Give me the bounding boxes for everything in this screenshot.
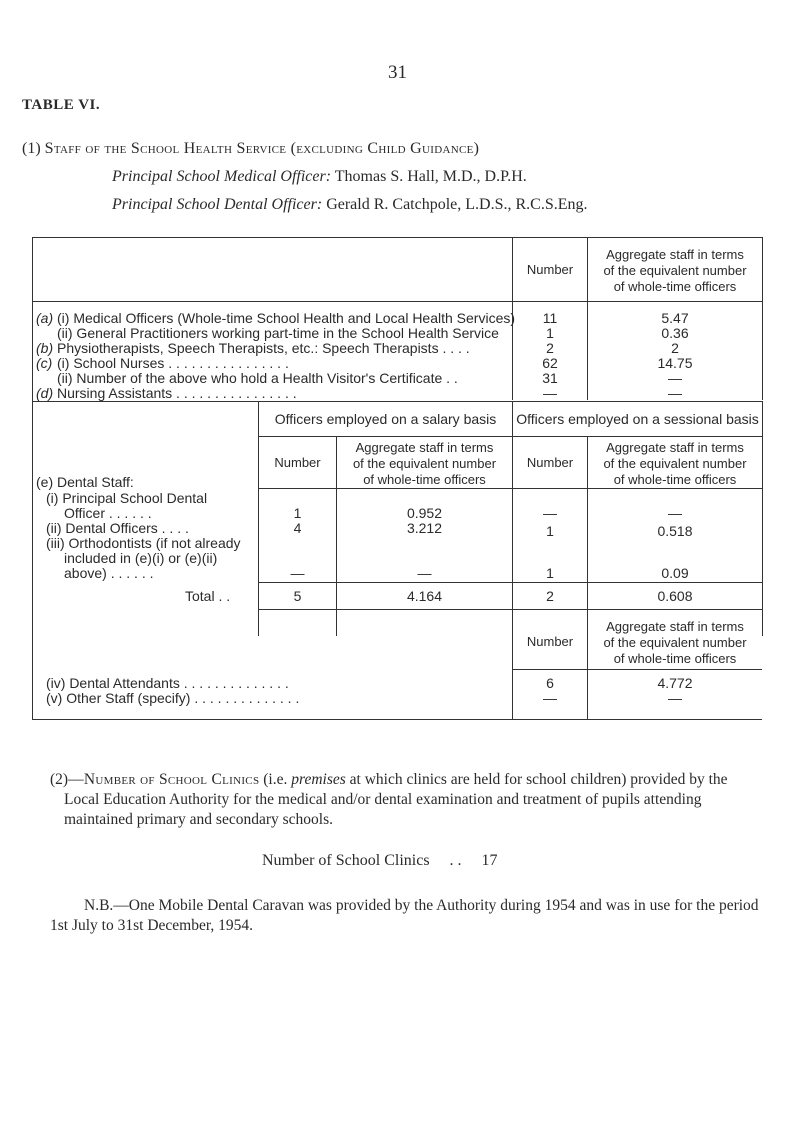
sessional-col-aggregate-line1: Aggregate staff in terms — [606, 440, 744, 455]
row-number: 11 — [542, 310, 558, 326]
row-label-line2: included in (e)(i) or (e)(ii) — [64, 550, 218, 566]
nb-note: N.B.—One Mobile Dental Caravan was provided by the Authority during 1954 and was in use for the period 1st July to 31st December, 1954. — [50, 897, 759, 934]
table1-col-aggregate-line2: of the equivalent number — [603, 263, 747, 278]
sessional-number: 1 — [546, 565, 554, 581]
sessional-aggregate: — — [668, 505, 682, 521]
salary-number: 4 — [293, 520, 302, 536]
row-aggregate: — — [668, 690, 682, 706]
pmo-label: Principal School Medical Officer: — [112, 168, 332, 185]
principal-medical-officer — [112, 168, 527, 186]
section-1-title: Staff of the School Health Service (excluding Child Guidance) — [44, 140, 480, 157]
row-number: 6 — [546, 675, 554, 691]
group-salary-header: Officers employed on a salary basis — [274, 411, 497, 427]
salary-aggregate: 0.952 — [406, 505, 443, 521]
row-marker: (a) — [36, 310, 54, 326]
table2-top-rule — [32, 401, 762, 402]
table3-col-aggregate-line1: Aggregate staff in terms — [606, 619, 744, 634]
row-label: (ii) Number of the above who hold a Health Visitor's Certificate . . — [57, 370, 458, 386]
salary-col-aggregate-line1: Aggregate staff in terms — [355, 440, 494, 455]
salary-col-aggregate-line3: of whole-time officers — [363, 472, 486, 487]
table1-top-rule — [32, 237, 762, 238]
row-aggregate: 5.47 — [661, 310, 689, 326]
salary-aggregate: 3.212 — [406, 520, 443, 536]
salary-number: 1 — [293, 505, 302, 521]
sessional-aggregate: 0.518 — [657, 523, 693, 539]
section-1-heading — [22, 140, 479, 158]
pdo-label: Principal School Dental Officer: — [112, 196, 323, 213]
row-label: (v) Other Staff (specify) . . . . . . . . . . . . . . — [46, 690, 300, 706]
sessional-number: 1 — [546, 523, 554, 539]
table1-col-aggregate-line3: of whole-time officers — [613, 279, 737, 294]
sessional-aggregate: 0.09 — [661, 565, 689, 581]
total-sessional-aggregate: 0.608 — [657, 588, 693, 604]
table2-total-bottom-rule — [258, 609, 762, 610]
row-number: 31 — [542, 370, 558, 386]
table1-header-rule — [32, 301, 762, 302]
section-2-paragraph — [50, 770, 762, 830]
table3-col-aggregate-line2: of the equivalent number — [603, 635, 747, 650]
total-salary-number: 5 — [293, 588, 302, 604]
dental-staff-label: (e) Dental Staff: — [36, 474, 134, 490]
sessional-number: — — [543, 505, 557, 521]
table2-total-top-rule — [258, 582, 762, 583]
row-number: 1 — [546, 325, 554, 341]
row-label-line1: (i) Principal School Dental — [46, 490, 208, 506]
row-number: — — [543, 690, 557, 706]
salary-col-aggregate-line2: of the equivalent number — [352, 456, 497, 471]
page-number: 31 — [388, 62, 407, 83]
row-marker: (c) — [36, 355, 53, 371]
salary-number: — — [290, 565, 305, 581]
row-aggregate: — — [668, 385, 682, 401]
table3-col-aggregate-line3: of whole-time officers — [613, 651, 737, 666]
row-aggregate: 0.36 — [661, 325, 689, 341]
group-sessional-header: Officers employed on a sessional basis — [516, 411, 759, 427]
row-label: (iv) Dental Attendants . . . . . . . . . . . . . . — [46, 675, 289, 691]
pdo-name: Gerald R. Catchpole, L.D.S., R.C.S.Eng. — [326, 196, 588, 213]
section-2-text-a: (i.e. — [259, 771, 292, 788]
clinics-label: Number of School Clinics . . — [262, 852, 462, 869]
row-number: — — [543, 385, 557, 401]
table3-col-number: Number — [526, 634, 574, 649]
table1-right-rule — [762, 237, 763, 400]
table-left-rule — [32, 237, 33, 719]
section-1-number: (1) — [22, 140, 41, 157]
salary-aggregate: — — [417, 565, 432, 581]
row-label-line1: (ii) Dental Officers . . . . — [46, 520, 189, 536]
row-label: (i) Medical Officers (Whole-time School Health and Local Health Services) — [57, 310, 516, 326]
total-salary-aggregate: 4.164 — [406, 588, 443, 604]
clinics-value: 17 — [481, 852, 498, 869]
row-marker: (d) — [36, 385, 54, 401]
table1-col-number: Number — [526, 262, 574, 277]
row-number: 2 — [546, 340, 554, 356]
table-title: TABLE VI. — [22, 97, 101, 113]
row-aggregate: 4.772 — [657, 675, 693, 691]
sessional-col-number: Number — [526, 455, 574, 470]
pmo-name: Thomas S. Hall, M.D., D.P.H. — [334, 168, 527, 185]
table2-group-rule — [258, 436, 762, 437]
school-clinics-count — [262, 852, 498, 870]
table3-bottom-rule — [32, 719, 762, 720]
row-label: (i) School Nurses . . . . . . . . . . . . . . . . — [57, 355, 289, 371]
row-label: Nursing Assistants . . . . . . . . . . . . . . . . — [57, 385, 297, 401]
total-sessional-number: 2 — [546, 588, 554, 604]
row-aggregate: 14.75 — [657, 355, 693, 371]
section-2-text-italic: premises — [291, 771, 346, 788]
salary-col-number: Number — [274, 455, 321, 470]
row-label-line3: above) . . . . . . — [64, 565, 154, 581]
row-label: Physiotherapists, Speech Therapists, etc.: Speech Therapists . . . . — [57, 340, 470, 356]
sessional-col-aggregate-line2: of the equivalent number — [603, 456, 747, 471]
row-aggregate: — — [668, 370, 682, 386]
section-2-number: (2) — [50, 771, 69, 788]
row-number: 62 — [542, 355, 558, 371]
total-label: Total . . — [185, 588, 231, 604]
row-label: (ii) General Practitioners working part-time in the School Health Service — [57, 325, 499, 341]
principal-dental-officer — [112, 196, 588, 214]
row-marker: (b) — [36, 340, 54, 356]
section-2-heading: —Number of School Clinics — [68, 771, 260, 788]
table2-header-rule — [258, 488, 762, 489]
section-2-text-b: at which clinics are held for school children) provided by the Local Education Authority for the medical and/or dental examination and treatment of pupils attending maintained primary and secondary schools. — [64, 771, 728, 828]
row-label-line1: (iii) Orthodontists (if not already — [46, 535, 241, 551]
table2-right-rule — [762, 401, 763, 636]
sessional-col-aggregate-line3: of whole-time officers — [613, 472, 737, 487]
table3-header-rule — [512, 669, 762, 670]
row-label-line2: Officer . . . . . . — [64, 505, 152, 521]
table1-col-aggregate-line1: Aggregate staff in terms — [606, 247, 744, 262]
row-aggregate: 2 — [671, 340, 679, 356]
